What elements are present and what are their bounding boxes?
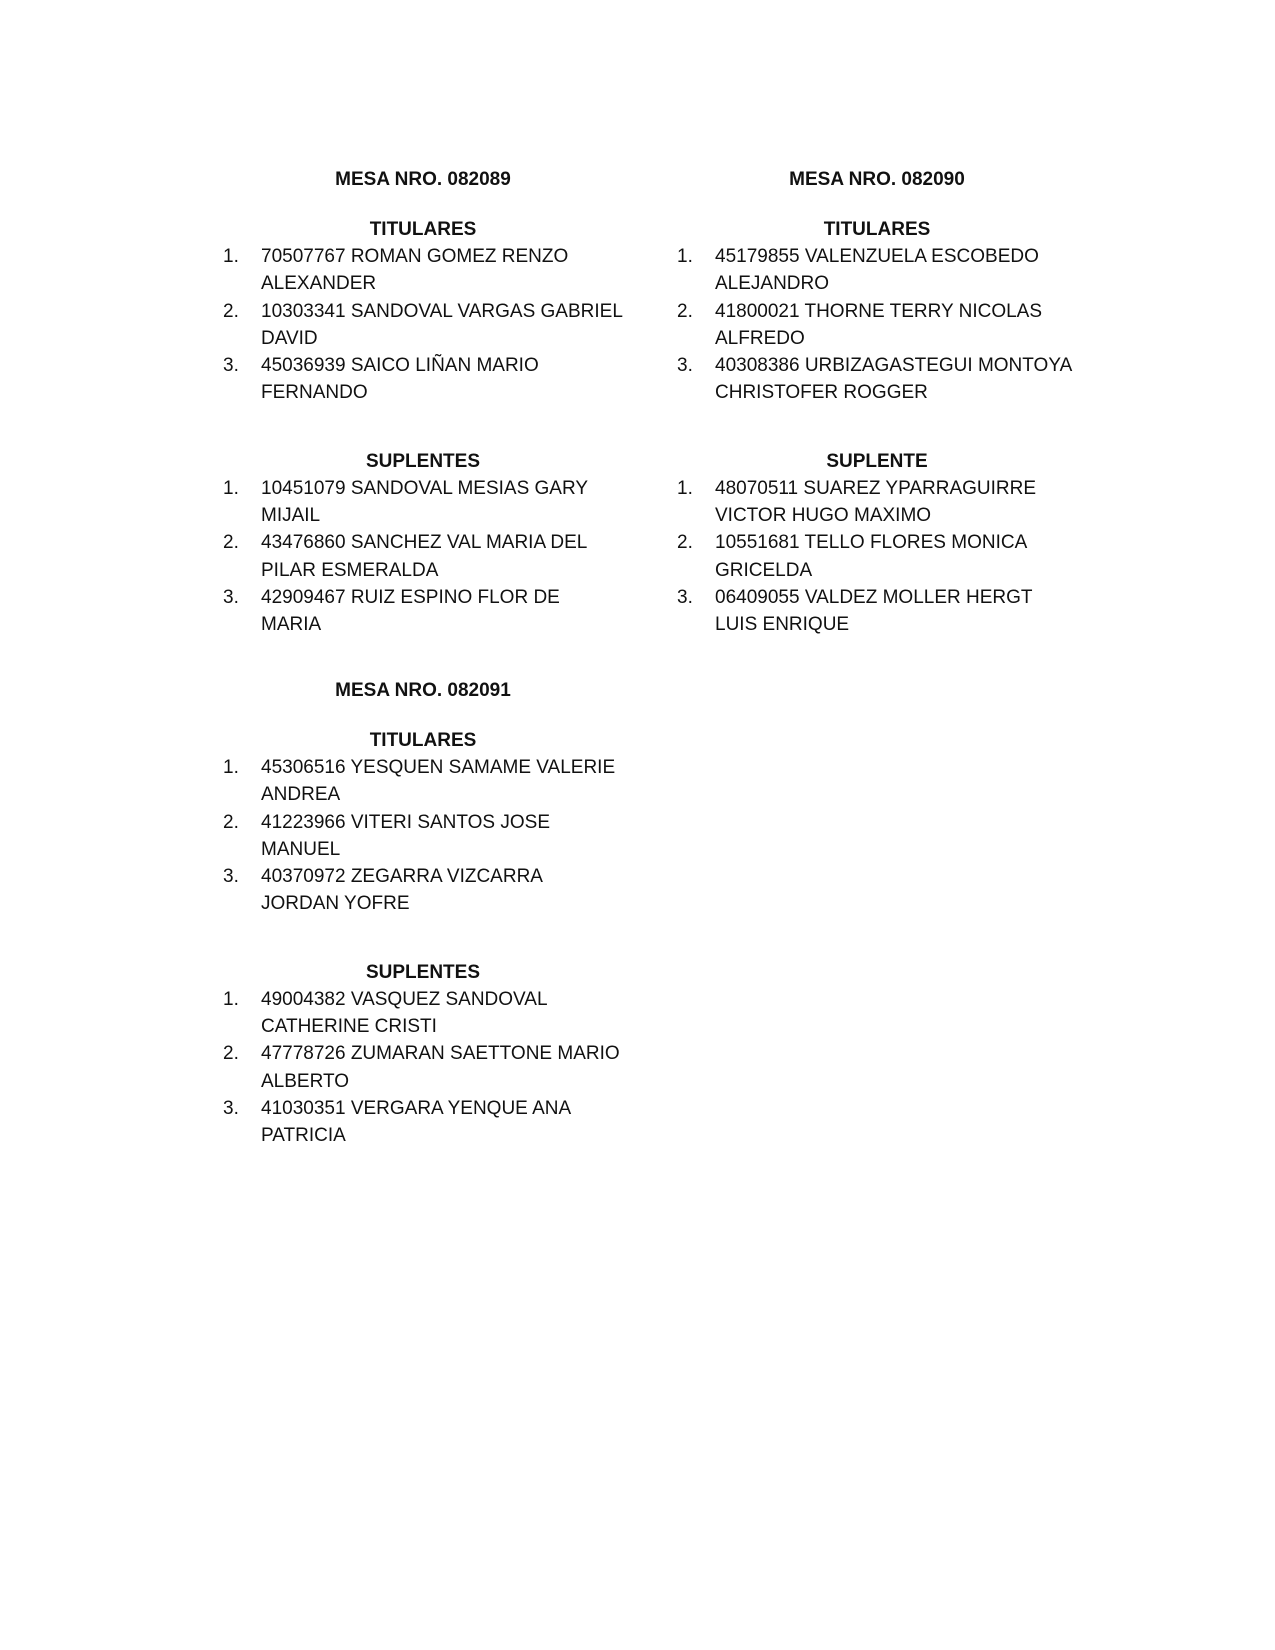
list-item <box>677 529 1077 584</box>
member-name: 49004382 VASQUEZ SANDOVAL CATHERINE CRISTI <box>261 988 547 1038</box>
list-number: 2. <box>677 532 693 554</box>
list-item <box>223 584 623 639</box>
member-name: 42909467 RUIZ ESPINO FLOR DE MARIA <box>261 586 560 636</box>
list-number: 2. <box>223 532 239 554</box>
titulares-heading: TITULARES <box>369 730 477 751</box>
member-name: 40370972 ZEGARRA VIZCARRA JORDAN YOFRE <box>261 866 542 915</box>
list-item <box>677 243 1077 298</box>
list-number: 1. <box>223 988 239 1010</box>
titulares-heading: TITULARES <box>369 219 477 240</box>
member-name: 45036939 SAICO LIÑAN MARIO FERNANDO <box>261 355 539 404</box>
member-name: 10451079 SANDOVAL MESIAS GARY MIJAIL <box>261 477 588 527</box>
suplentes-heading: SUPLENTES <box>365 450 481 472</box>
list-item <box>677 584 1077 639</box>
list-number: 3. <box>223 866 239 888</box>
list-number: 2. <box>223 1043 239 1065</box>
member-name: 45306516 YESQUEN SAMAME VALERIE ANDREA <box>261 757 616 806</box>
mesa-block-082090 <box>677 167 1077 639</box>
list-item <box>223 529 623 584</box>
member-name: 40308386 URBIZAGASTEGUI MONTOYA CHRISTOFER ROGGER <box>715 355 1072 404</box>
titulares-list <box>677 243 1077 407</box>
member-name: 70507767 ROMAN GOMEZ RENZO ALEXANDER <box>261 246 569 295</box>
member-name: 10551681 TELLO FLORES MONICA GRICELDA <box>715 532 1027 581</box>
member-name: 47778726 ZUMARAN SAETTONE MARIO ALBERTO <box>261 1043 620 1092</box>
list-item <box>223 298 623 353</box>
mesa-block-082091 <box>223 678 623 1150</box>
list-number: 3. <box>223 355 239 377</box>
list-number: 3. <box>223 586 239 608</box>
titulares-list <box>223 243 623 407</box>
member-name: 41030351 VERGARA YENQUE ANA PATRICIA <box>261 1097 571 1147</box>
titulares-heading: TITULARES <box>823 219 931 240</box>
mesa-title: MESA NRO. 082090 <box>789 169 965 190</box>
list-number: 1. <box>223 246 239 267</box>
list-number: 1. <box>223 757 239 778</box>
list-item <box>223 863 623 918</box>
list-number: 3. <box>223 1097 239 1119</box>
member-name: 06409055 VALDEZ MOLLER HERGT LUIS ENRIQUE <box>715 586 1033 636</box>
list-item <box>223 1040 623 1095</box>
list-item <box>677 352 1077 407</box>
list-number: 2. <box>223 300 239 322</box>
list-number: 2. <box>677 300 693 322</box>
mesa-title: MESA NRO. 082089 <box>335 169 511 190</box>
suplentes-heading: SUPLENTES <box>365 961 481 983</box>
mesa-block-082089 <box>223 167 623 639</box>
suplentes-list <box>223 986 623 1150</box>
suplente-heading: SUPLENTE <box>826 450 928 472</box>
list-item <box>223 1095 623 1150</box>
list-number: 1. <box>223 477 239 499</box>
list-item <box>223 986 623 1041</box>
member-name: 41223966 VITERI SANTOS JOSE MANUEL <box>261 811 551 860</box>
suplentes-list <box>677 475 1077 639</box>
list-item <box>223 475 623 530</box>
mesa-title: MESA NRO. 082091 <box>335 680 511 701</box>
suplentes-list <box>223 475 623 639</box>
list-item <box>223 754 623 809</box>
member-name: 10303341 SANDOVAL VARGAS GABRIEL DAVID <box>261 300 623 349</box>
list-item <box>677 298 1077 353</box>
list-number: 2. <box>223 811 239 833</box>
titulares-list <box>223 754 623 918</box>
list-number: 3. <box>677 586 693 608</box>
list-item <box>223 243 623 298</box>
list-item <box>677 475 1077 530</box>
member-name: 41800021 THORNE TERRY NICOLAS ALFREDO <box>715 300 1043 349</box>
list-number: 1. <box>677 477 693 499</box>
member-name: 48070511 SUAREZ YPARRAGUIRRE VICTOR HUGO MAXIMO <box>715 477 1037 527</box>
member-name: 43476860 SANCHEZ VAL MARIA DEL PILAR ESMERALDA <box>261 532 587 581</box>
list-item <box>223 352 623 407</box>
member-name: 45179855 VALENZUELA ESCOBEDO ALEJANDRO <box>715 246 1039 295</box>
list-item <box>223 809 623 864</box>
list-number: 1. <box>677 246 693 267</box>
list-number: 3. <box>677 355 693 377</box>
